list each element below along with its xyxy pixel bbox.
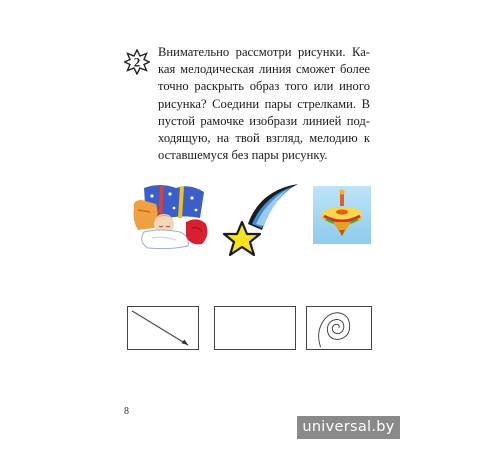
- spiral-line: [319, 313, 350, 347]
- spinning-top-picture[interactable]: [313, 186, 371, 244]
- task-text-line: ходящую, на твой взгляд, мелодию к: [158, 131, 370, 146]
- task-text-line: точно раскрыть образ того или иного: [158, 79, 370, 94]
- shooting-star-picture[interactable]: [218, 178, 302, 260]
- watermark-label: universal.by: [297, 416, 400, 439]
- page-number: 8: [124, 406, 129, 417]
- star-shape: [224, 222, 260, 255]
- task-text: [158, 44, 370, 164]
- melody-frame-empty[interactable]: [214, 306, 296, 350]
- descending-line: [132, 311, 188, 345]
- task-number-badge: [124, 49, 150, 75]
- task-text-line: оставшемуся без пары рисунку.: [158, 148, 328, 163]
- task-number: 2: [133, 54, 141, 70]
- sleeping-child-picture[interactable]: [130, 180, 210, 252]
- task-text-line: пустой рамочке изобрази линией под-: [158, 113, 370, 128]
- melody-frame-spiral[interactable]: [306, 306, 372, 350]
- arrow-head: [181, 339, 188, 345]
- task-text-line: Внимательно рассмотри рисунки. Ка-: [158, 45, 370, 59]
- task-text-line: рисунка? Соедини пары стрелками. В: [158, 96, 370, 111]
- task-text-line: кая мелодическая линия сможет более: [158, 62, 370, 77]
- melody-frame-descending[interactable]: [127, 306, 199, 350]
